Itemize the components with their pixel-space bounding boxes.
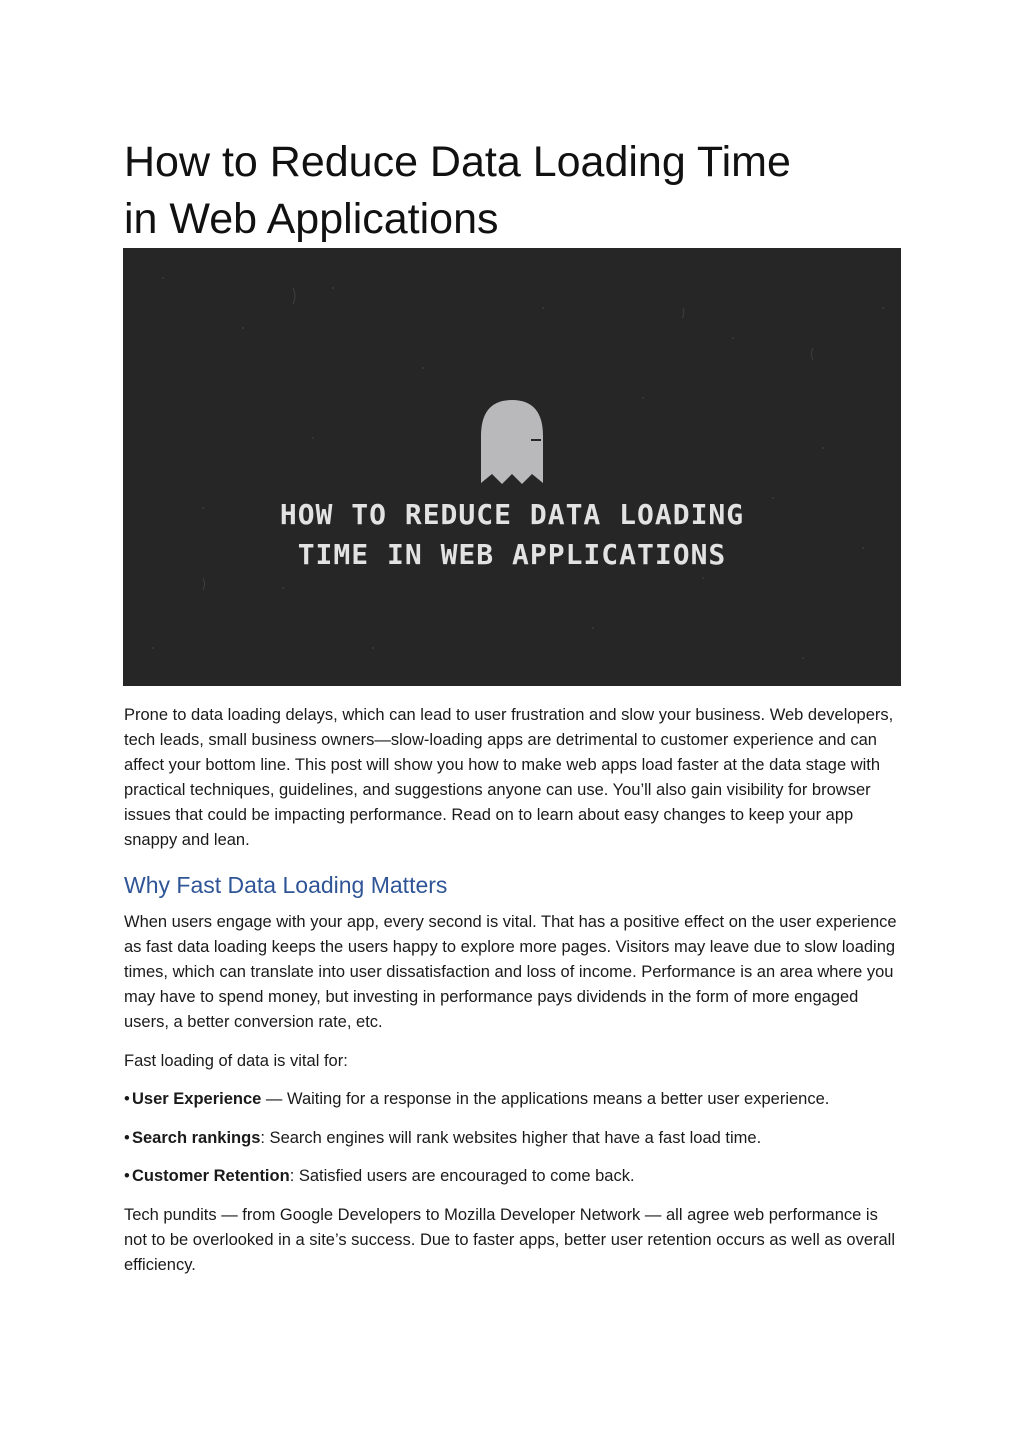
bullet-text: : Search engines will rank websites higher that have a fast load time. [260, 1129, 762, 1147]
intro-paragraph: Prone to data loading delays, which can lead to user frustration and slow your business. Web developers, tech leads, small business owners—slow-loading apps are detrimental to customer experience and can affect your bottom line. This post will show you how to make web apps load faster at the data stage with practical techniques, guidelines, and suggestions anyone can use. You’ll also gain visibility for browser issues that could be impacting performance. Read on to learn about easy changes to keep your app snappy and lean. [124, 706, 894, 849]
hero-caption-line-1: HOW TO REDUCE DATA LOADING [279, 498, 745, 531]
bullet-term: User Experience [132, 1090, 262, 1108]
bullet-user-experience [124, 1087, 904, 1112]
bullet-term: Customer Retention [132, 1167, 290, 1185]
bullet-text: — Waiting for a response in the applications means a better user experience. [261, 1090, 830, 1108]
hero-caption-line-2: TIME IN WEB APPLICATIONS [297, 538, 727, 571]
bullet-term: Search rankings [132, 1129, 261, 1147]
bullet-search-rankings [124, 1126, 904, 1151]
title-line-2: in Web Applications [124, 195, 499, 243]
bullet-text: : Satisfied users are encouraged to come back. [289, 1167, 635, 1185]
title-line-1: How to Reduce Data Loading Time [124, 138, 791, 186]
bullet-dot: • [124, 1129, 130, 1147]
page-title [124, 134, 904, 248]
closing-paragraph: Tech pundits — from Google Developers to Mozilla Developer Network — all agree web performance is not to be overlooked in a site’s success. Due to faster apps, better user retention occurs as well as overall efficiency. [124, 1206, 896, 1274]
hero-noise [123, 248, 901, 686]
intro-paragraph-block [124, 703, 904, 853]
bullet-dot: • [124, 1090, 130, 1108]
section-heading: Why Fast Data Loading Matters [124, 872, 448, 898]
section-paragraph: When users engage with your app, every second is vital. That has a positive effect on the user experience as fast data loading keeps the users happy to explore more pages. Visitors may leave due to slow loading times, which can translate into user dissatisfaction and loss of income. Performance is an area where you may have to spend money, but investing in performance pays dividends in the form of more engaged users, a better conversion rate, etc. [124, 913, 897, 1031]
lead-text: Fast loading of data is vital for: [124, 1052, 348, 1070]
hero-caption [123, 495, 901, 575]
bullet-customer-retention [124, 1164, 904, 1189]
bullet-dot: • [124, 1167, 130, 1185]
ghost-icon [481, 400, 543, 484]
hero-image [123, 248, 901, 686]
